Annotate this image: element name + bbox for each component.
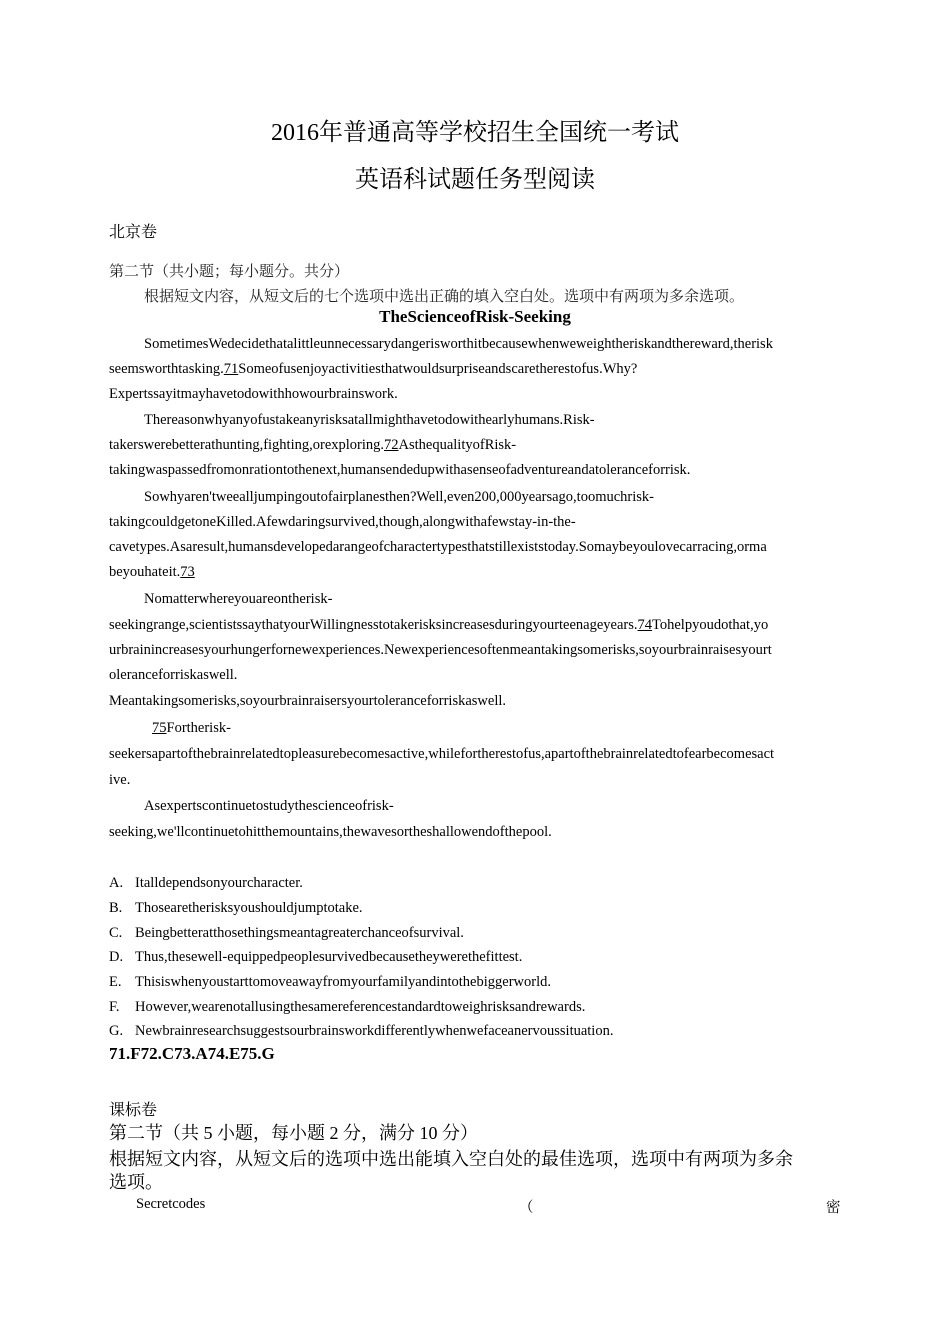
article-line: Thereasonwhyanyofustakeanyrisksatallmighthavetodowithearlyhumans.Risk- [144,412,595,428]
blank-74: 74 [637,617,653,633]
instruction-text-kebiao-cont: 选项。 [109,1172,163,1192]
blank-71: 71 [223,361,239,377]
option-a: A. Italldependsonyourcharacter. [109,875,303,891]
subsection-heading: 第二节（共小题；每小题分。共分） [109,264,350,280]
instruction-text: 根据短文内容，从短文后的七个选项中选出正确的填入空白处。选项中有两项为多余选项。 [144,289,745,305]
article-line: seekingrange,scientistssaythatyourWillingnesstotakerisksincreasesduringyourteenageyears.74Tohelpyoudothat,yo [109,617,769,633]
option-g: G. Newbrainresearchsuggestsourbrainsworkdifferentlywhenwefaceanervoussituation. [109,1023,614,1039]
article-line: ive. [109,772,131,788]
article-line: 75Fortherisk- [152,720,231,736]
option-f: F. However,wearenotallusingthesamereferencestandardtoweighrisksandrewards. [109,999,586,1015]
option-d: D. Thus,thesewell-equippedpeoplesurvivedbecausetheywerethefittest. [109,949,523,965]
article-line: Sowhyaren'tweealljumpingoutofairplanesthen?Well,even200,000yearsago,toomuchrisk- [144,489,655,505]
article-line: Meantakingsomerisks,soyourbrainraisersyourtoleranceforriskaswell. [109,693,507,709]
article-line: seeking,we'llcontinuetohitthemountains,thewavesortheshallowendofthepool. [109,824,552,840]
option-c: C. Beingbetteratthosethingsmeantagreaterchanceofsurvival. [109,925,464,941]
blank-75: 75 [152,720,167,736]
article-line: oleranceforriskaswell. [109,667,238,683]
article-line: beyouhateit.73 [109,564,195,580]
article-line: seekersapartofthebrainrelatedtopleasurebecomesactive,whilefortherestofus,apartofthebrainrelatedtofearbecomesact [109,746,775,762]
option-e: E. Thisiswhenyoustarttomoveawayfromyourfamilyandintothebiggerworld. [109,974,551,990]
instruction-text-kebiao: 根据短文内容，从短文后的选项中选出能填入空白处的最佳选项，选项中有两项为多余 [109,1149,793,1169]
article-line: takingcouldgetoneKilled.Afewdaringsurvived,though,alongwithafewstay-in-the- [109,514,576,530]
answer-key: 71.F72.C73.A74.E75.G [109,1044,275,1063]
article-line: takingwaspassedfromonrationtothenext,humansendedupwithasenseofadventureandatoleranceforrisk. [109,462,691,478]
paren-open: （ [519,1200,534,1216]
article-line: Nomatterwhereyouareontherisk- [144,591,333,607]
article-line: seemsworthtasking.71Someofusenjoyactivitiesthatwouldsurpriseandscaretherestofus.Why? [109,361,638,377]
section-label-beijing: 北京卷 [109,222,158,241]
article-line: Asexpertscontinuetostudythescienceofrisk- [144,798,394,814]
section-label-kebiao: 课标卷 [109,1100,158,1119]
blank-72: 72 [384,437,399,453]
passage-title-cn: 密 [826,1200,841,1216]
passage-title: Secretcodes [136,1196,206,1212]
article-line: cavetypes.Asaresult,humansdevelopedarangeofcharactertypesthatstillexiststoday.Somaybeyoulovecarracing,orma [109,539,767,555]
article-line: SometimesWedecidethatalittleunnecessarydangerisworthitbecausewhenweweightheriskandthereward,therisk [144,336,773,352]
subsection-heading-kebiao: 第二节（共 5 小题，每小题 2 分，满分 10 分） [109,1123,478,1143]
article-line: urbrainincreasesyourhungerfornewexperiences.Newexperiencesoftenmeantakingsomerisks,soyourbrainraisesyourt [109,642,772,658]
article-title: TheScienceofRisk-Seeking [379,307,571,326]
blank-73: 73 [180,564,195,580]
document-title: 2016年普通高等学校招生全国统一考试 [271,120,679,146]
document-subtitle: 英语科试题任务型阅读 [355,165,595,193]
article-line: takerswerebetterathunting,fighting,orexploring.72AsthequalityofRisk- [109,437,517,453]
option-b: B. Thosearetherisksyoushouldjumptotake. [109,900,363,916]
article-line: Expertssayitmayhavetodowithhowourbrainswork. [109,386,398,402]
